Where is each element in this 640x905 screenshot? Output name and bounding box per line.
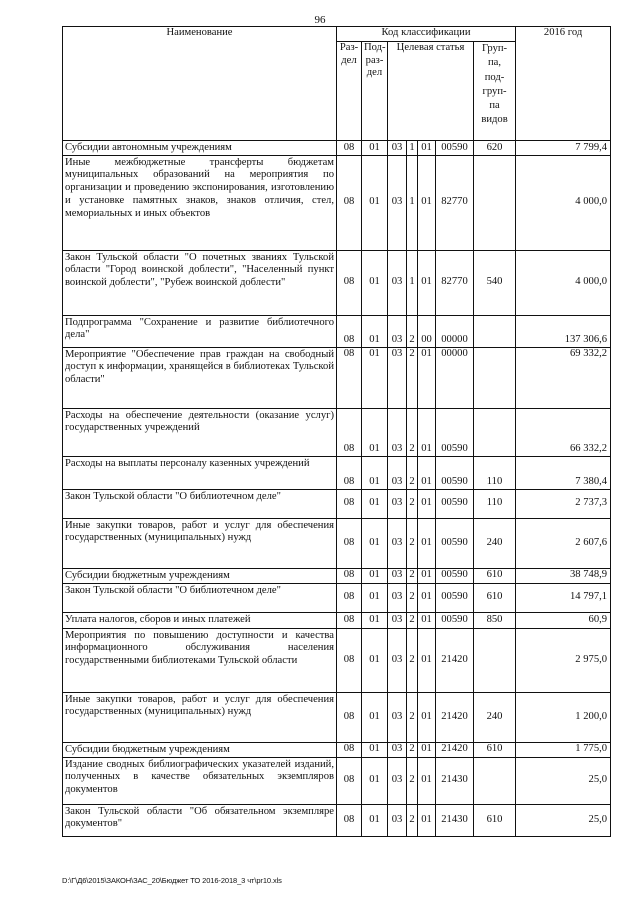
footer-file-path: D:\Г\Д6\2015\ЗАКОН\ЗАС_20\Бюджет ТО 2016-2018_3 чт\pr10.xls bbox=[62, 876, 282, 885]
row-name: Закон Тульской области "О почетных званиях Тульской области "Город воинской доблести", "Населенный пункт воинской доблести", "Рубеж воинской доблести" bbox=[63, 250, 337, 315]
row-ts-direction: 00590 bbox=[436, 583, 474, 612]
row-ts-event: 01 bbox=[418, 612, 436, 628]
row-group: 610 bbox=[474, 742, 516, 757]
row-ts-event: 01 bbox=[418, 347, 436, 408]
row-podrazdel: 01 bbox=[362, 583, 388, 612]
row-ts-direction: 00590 bbox=[436, 568, 474, 583]
row-ts-program: 03 bbox=[388, 489, 407, 518]
row-ts-subprogram: 2 bbox=[407, 347, 418, 408]
row-group: 610 bbox=[474, 568, 516, 583]
row-ts-direction: 00590 bbox=[436, 518, 474, 568]
header-podrazdel: Под- раз- дел bbox=[362, 42, 388, 141]
row-razdel: 08 bbox=[337, 489, 362, 518]
row-name: Иные закупки товаров, работ и услуг для обеспечения государственных (муниципальных) нужд bbox=[63, 518, 337, 568]
row-name: Иные межбюджетные трансферты бюджетам муниципальных образований на мероприятия по организации и проведению экспонирования, изготовлению и установке памятных знаков, знаков отличия, стел, мемориальных и иных объектов bbox=[63, 155, 337, 250]
table-row bbox=[63, 612, 611, 628]
row-name: Закон Тульской области "Об обязательном экземпляре документов" bbox=[63, 804, 337, 836]
row-podrazdel: 01 bbox=[362, 692, 388, 742]
row-podrazdel: 01 bbox=[362, 408, 388, 456]
row-group bbox=[474, 155, 516, 250]
table-row bbox=[63, 692, 611, 742]
table-row bbox=[63, 155, 611, 250]
row-razdel: 08 bbox=[337, 742, 362, 757]
row-ts-event: 01 bbox=[418, 489, 436, 518]
row-ts-program: 03 bbox=[388, 804, 407, 836]
table-row bbox=[63, 518, 611, 568]
row-podrazdel: 01 bbox=[362, 347, 388, 408]
row-razdel: 08 bbox=[337, 757, 362, 804]
row-ts-event: 00 bbox=[418, 315, 436, 347]
row-ts-subprogram: 1 bbox=[407, 155, 418, 250]
row-ts-program: 03 bbox=[388, 250, 407, 315]
row-ts-subprogram: 2 bbox=[407, 692, 418, 742]
header-razdel: Раз- дел bbox=[337, 42, 362, 141]
row-podrazdel: 01 bbox=[362, 315, 388, 347]
row-ts-program: 03 bbox=[388, 612, 407, 628]
row-ts-subprogram: 2 bbox=[407, 628, 418, 692]
row-ts-subprogram: 2 bbox=[407, 568, 418, 583]
row-podrazdel: 01 bbox=[362, 568, 388, 583]
row-group bbox=[474, 347, 516, 408]
row-razdel: 08 bbox=[337, 612, 362, 628]
row-podrazdel: 01 bbox=[362, 141, 388, 156]
row-amount: 7 380,4 bbox=[516, 456, 611, 489]
row-ts-program: 03 bbox=[388, 692, 407, 742]
row-amount: 7 799,4 bbox=[516, 141, 611, 156]
row-ts-direction: 00590 bbox=[436, 612, 474, 628]
table-row bbox=[63, 347, 611, 408]
row-razdel: 08 bbox=[337, 568, 362, 583]
row-podrazdel: 01 bbox=[362, 742, 388, 757]
table-row bbox=[63, 742, 611, 757]
row-amount: 25,0 bbox=[516, 757, 611, 804]
row-amount: 69 332,2 bbox=[516, 347, 611, 408]
table-row bbox=[63, 804, 611, 836]
row-podrazdel: 01 bbox=[362, 489, 388, 518]
table-row bbox=[63, 757, 611, 804]
row-name: Расходы на выплаты персоналу казенных учреждений bbox=[63, 456, 337, 489]
row-group: 620 bbox=[474, 141, 516, 156]
row-razdel: 08 bbox=[337, 250, 362, 315]
row-razdel: 08 bbox=[337, 518, 362, 568]
row-razdel: 08 bbox=[337, 347, 362, 408]
row-group bbox=[474, 628, 516, 692]
row-podrazdel: 01 bbox=[362, 518, 388, 568]
row-ts-subprogram: 1 bbox=[407, 141, 418, 156]
row-podrazdel: 01 bbox=[362, 250, 388, 315]
row-ts-direction: 21430 bbox=[436, 757, 474, 804]
row-podrazdel: 01 bbox=[362, 757, 388, 804]
row-ts-direction: 82770 bbox=[436, 250, 474, 315]
table-row bbox=[63, 583, 611, 612]
row-razdel: 08 bbox=[337, 628, 362, 692]
row-ts-subprogram: 2 bbox=[407, 518, 418, 568]
row-podrazdel: 01 bbox=[362, 155, 388, 250]
row-razdel: 08 bbox=[337, 804, 362, 836]
row-ts-event: 01 bbox=[418, 250, 436, 315]
table-row bbox=[63, 141, 611, 156]
row-group: 110 bbox=[474, 456, 516, 489]
row-amount: 38 748,9 bbox=[516, 568, 611, 583]
row-group: 610 bbox=[474, 804, 516, 836]
row-group bbox=[474, 315, 516, 347]
row-ts-event: 01 bbox=[418, 456, 436, 489]
row-amount: 66 332,2 bbox=[516, 408, 611, 456]
row-group bbox=[474, 757, 516, 804]
row-ts-program: 03 bbox=[388, 141, 407, 156]
table-row bbox=[63, 315, 611, 347]
row-razdel: 08 bbox=[337, 456, 362, 489]
table-row bbox=[63, 568, 611, 583]
row-amount: 2 607,6 bbox=[516, 518, 611, 568]
row-ts-direction: 00590 bbox=[436, 141, 474, 156]
row-name: Расходы на обеспечение деятельности (оказание услуг) государственных учреждений bbox=[63, 408, 337, 456]
row-ts-direction: 00590 bbox=[436, 408, 474, 456]
row-ts-subprogram: 1 bbox=[407, 250, 418, 315]
row-ts-event: 01 bbox=[418, 141, 436, 156]
header-code-classification: Код классификации bbox=[337, 27, 516, 42]
row-ts-subprogram: 2 bbox=[407, 583, 418, 612]
row-ts-direction: 00000 bbox=[436, 347, 474, 408]
row-razdel: 08 bbox=[337, 692, 362, 742]
row-name: Иные закупки товаров, работ и услуг для обеспечения государственных (муниципальных) нужд bbox=[63, 692, 337, 742]
row-group: 850 bbox=[474, 612, 516, 628]
row-podrazdel: 01 bbox=[362, 612, 388, 628]
row-ts-direction: 21420 bbox=[436, 692, 474, 742]
row-razdel: 08 bbox=[337, 315, 362, 347]
row-name: Мероприятие "Обеспечение прав граждан на свободный доступ к информации, хранящейся в библиотеках Тульской области" bbox=[63, 347, 337, 408]
row-ts-program: 03 bbox=[388, 757, 407, 804]
table-row bbox=[63, 250, 611, 315]
row-ts-direction: 21430 bbox=[436, 804, 474, 836]
row-razdel: 08 bbox=[337, 141, 362, 156]
row-group: 240 bbox=[474, 518, 516, 568]
header-target-article: Целевая статья bbox=[388, 42, 474, 141]
row-razdel: 08 bbox=[337, 583, 362, 612]
row-group: 240 bbox=[474, 692, 516, 742]
row-ts-event: 01 bbox=[418, 757, 436, 804]
page-number: 96 bbox=[314, 14, 326, 26]
row-amount: 25,0 bbox=[516, 804, 611, 836]
row-ts-direction: 82770 bbox=[436, 155, 474, 250]
row-name: Мероприятия по повышению доступности и качества информационного обслуживания населения государственными библиотеками Тульской области bbox=[63, 628, 337, 692]
row-name: Подпрограмма "Сохранение и развитие библиотечного дела" bbox=[63, 315, 337, 347]
row-group bbox=[474, 408, 516, 456]
row-ts-subprogram: 2 bbox=[407, 315, 418, 347]
row-amount: 4 000,0 bbox=[516, 155, 611, 250]
row-group: 110 bbox=[474, 489, 516, 518]
row-ts-event: 01 bbox=[418, 742, 436, 757]
row-group: 540 bbox=[474, 250, 516, 315]
row-name: Субсидии автономным учреждениям bbox=[63, 141, 337, 156]
row-podrazdel: 01 bbox=[362, 804, 388, 836]
row-ts-direction: 21420 bbox=[436, 628, 474, 692]
row-amount: 137 306,6 bbox=[516, 315, 611, 347]
row-name: Субсидии бюджетным учреждениям bbox=[63, 568, 337, 583]
row-ts-subprogram: 2 bbox=[407, 408, 418, 456]
row-amount: 14 797,1 bbox=[516, 583, 611, 612]
row-ts-program: 03 bbox=[388, 347, 407, 408]
row-ts-event: 01 bbox=[418, 804, 436, 836]
row-amount: 2 737,3 bbox=[516, 489, 611, 518]
row-amount: 1 200,0 bbox=[516, 692, 611, 742]
row-ts-subprogram: 2 bbox=[407, 742, 418, 757]
row-ts-program: 03 bbox=[388, 408, 407, 456]
table-row bbox=[63, 408, 611, 456]
table-row bbox=[63, 628, 611, 692]
row-ts-program: 03 bbox=[388, 518, 407, 568]
row-ts-event: 01 bbox=[418, 155, 436, 250]
table-row bbox=[63, 489, 611, 518]
row-ts-program: 03 bbox=[388, 155, 407, 250]
row-ts-direction: 00000 bbox=[436, 315, 474, 347]
table-row bbox=[63, 456, 611, 489]
row-podrazdel: 01 bbox=[362, 456, 388, 489]
row-ts-direction: 21420 bbox=[436, 742, 474, 757]
row-name: Закон Тульской области "О библиотечном деле" bbox=[63, 489, 337, 518]
row-ts-program: 03 bbox=[388, 742, 407, 757]
row-name: Издание сводных библиографических указателей изданий, полученных в качестве обязательных экземпляров документов bbox=[63, 757, 337, 804]
row-name: Закон Тульской области "О библиотечном деле" bbox=[63, 583, 337, 612]
row-ts-program: 03 bbox=[388, 456, 407, 489]
row-ts-program: 03 bbox=[388, 568, 407, 583]
header-name: Наименование bbox=[63, 27, 337, 141]
header-group: Груп- па, под- груп- па видов bbox=[474, 42, 516, 141]
budget-table bbox=[62, 26, 611, 837]
budget-table-container bbox=[62, 26, 610, 837]
row-ts-event: 01 bbox=[418, 692, 436, 742]
row-ts-program: 03 bbox=[388, 628, 407, 692]
row-amount: 60,9 bbox=[516, 612, 611, 628]
row-name: Уплата налогов, сборов и иных платежей bbox=[63, 612, 337, 628]
row-razdel: 08 bbox=[337, 155, 362, 250]
row-ts-event: 01 bbox=[418, 583, 436, 612]
row-ts-direction: 00590 bbox=[436, 456, 474, 489]
header-year: 2016 год bbox=[516, 27, 611, 141]
row-ts-subprogram: 2 bbox=[407, 489, 418, 518]
row-ts-subprogram: 2 bbox=[407, 456, 418, 489]
row-ts-event: 01 bbox=[418, 628, 436, 692]
row-razdel: 08 bbox=[337, 408, 362, 456]
row-ts-event: 01 bbox=[418, 408, 436, 456]
row-ts-program: 03 bbox=[388, 583, 407, 612]
row-ts-subprogram: 2 bbox=[407, 804, 418, 836]
row-group: 610 bbox=[474, 583, 516, 612]
row-ts-subprogram: 2 bbox=[407, 612, 418, 628]
row-ts-subprogram: 2 bbox=[407, 757, 418, 804]
row-ts-program: 03 bbox=[388, 315, 407, 347]
row-amount: 4 000,0 bbox=[516, 250, 611, 315]
row-ts-direction: 00590 bbox=[436, 489, 474, 518]
row-amount: 1 775,0 bbox=[516, 742, 611, 757]
row-name: Субсидии бюджетным учреждениям bbox=[63, 742, 337, 757]
row-podrazdel: 01 bbox=[362, 628, 388, 692]
row-ts-event: 01 bbox=[418, 568, 436, 583]
row-ts-event: 01 bbox=[418, 518, 436, 568]
row-amount: 2 975,0 bbox=[516, 628, 611, 692]
